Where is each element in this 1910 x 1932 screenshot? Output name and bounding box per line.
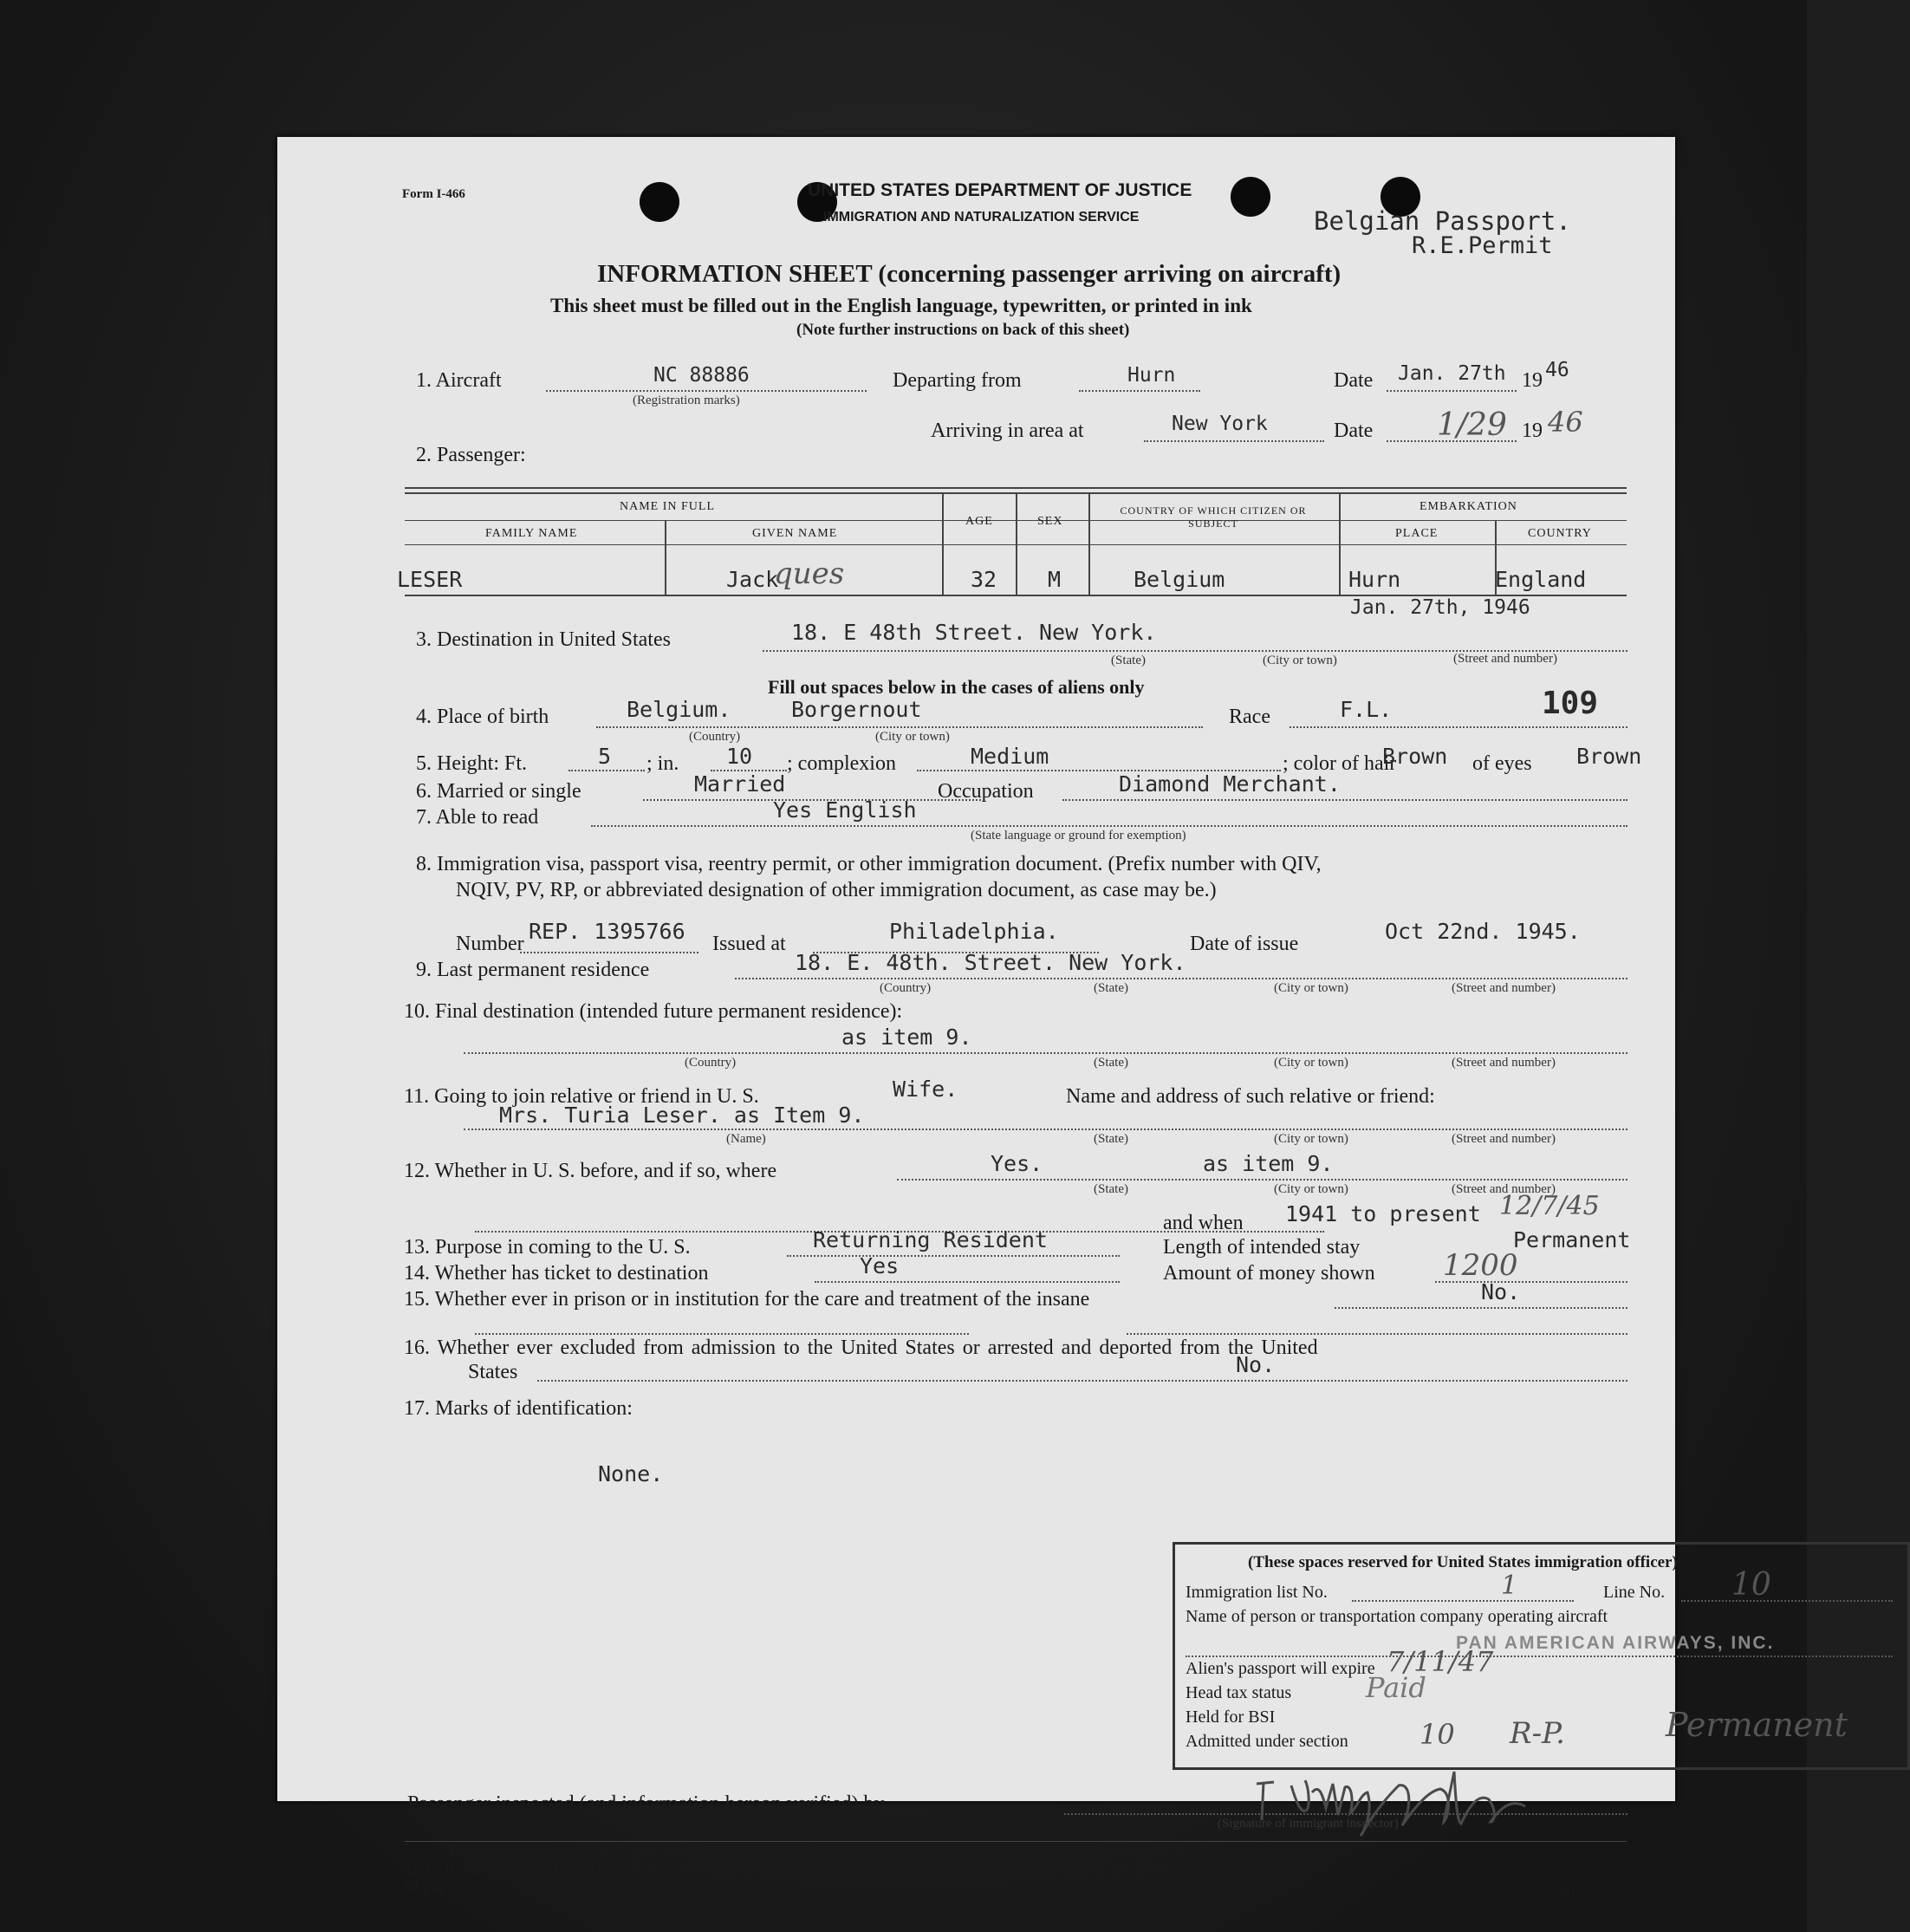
officer-box-title: (These spaces reserved for United States immigration officer)	[1248, 1553, 1678, 1571]
section-value: 10	[1420, 1718, 1455, 1751]
identification-value: None.	[598, 1461, 664, 1486]
col-name-in-full: NAME IN FULL	[620, 500, 715, 513]
race-code: 109	[1542, 686, 1599, 721]
final-destination-value: as item 9.	[841, 1025, 972, 1050]
when-handwritten: 12/7/45	[1499, 1191, 1600, 1221]
item7-label: 7. Able to read	[416, 806, 539, 829]
item1-label: 1. Aircraft	[416, 369, 502, 392]
age-value: 32	[971, 567, 997, 592]
department-heading: UNITED STATES DEPARTMENT OF JUSTICE	[808, 180, 1192, 200]
section-label: Admitted under section	[1186, 1732, 1348, 1751]
item4-label: 4. Place of birth	[416, 706, 549, 728]
item13-label: 13. Purpose in coming to the U. S.	[404, 1236, 691, 1259]
arriving-value: New York	[1172, 413, 1268, 435]
page-title: INFORMATION SHEET (concerning passenger arriving on aircraft)	[597, 260, 1342, 288]
given-name-value: Jack	[726, 567, 779, 592]
hair-value: Brown	[1382, 744, 1448, 769]
item6-label: 6. Married or single	[416, 780, 581, 803]
item10-label: 10. Final destination (intended future permanent residence):	[404, 1000, 903, 1023]
passport-expire-label: Alien's passport will expire	[1186, 1659, 1375, 1678]
year2-value: 46	[1548, 406, 1583, 439]
signature-caption: (Signature of immigrant inspector)	[1218, 1817, 1399, 1831]
departing-label: Departing from	[893, 369, 1022, 392]
footer-line2: D. C. It may be printed by private parties provided it conforms to official form in size, wording, arrangement, and quality and color	[406, 1860, 1271, 1878]
col-country-citizen: COUNTRY OF WHICH CITIZEN OR SUBJECT	[1120, 504, 1307, 530]
passport-expire-value: 7/11/47	[1387, 1645, 1494, 1678]
occupation-value: Diamond Merchant.	[1119, 771, 1341, 797]
item3-label: 3. Destination in United States	[416, 628, 671, 651]
number-label: Number	[456, 933, 524, 955]
arriving-label: Arriving in area at	[931, 420, 1084, 442]
race-value: F.L.	[1340, 697, 1393, 722]
issue-date-label: Date of issue	[1190, 933, 1299, 955]
year2-prefix: 19	[1522, 420, 1543, 442]
date2-value: 1/29	[1437, 407, 1507, 443]
eyes-value: Brown	[1576, 744, 1642, 769]
item2-label: 2. Passenger:	[416, 444, 526, 466]
stay-label: Length of intended stay	[1163, 1236, 1361, 1259]
caption-state: (State)	[1094, 1132, 1128, 1146]
issue-date-value: Oct 22nd. 1945.	[1385, 919, 1581, 944]
form-sheet	[277, 137, 1848, 1897]
footer-line3: of paper.	[406, 1877, 464, 1896]
note-belgian-passport: Belgian Passport.	[1314, 206, 1571, 236]
given-name-handwritten: ques	[774, 556, 845, 591]
col-given-name: GIVEN NAME	[752, 527, 838, 540]
col-place: PLACE	[1395, 527, 1439, 540]
item8-line2: NQIV, PV, RP, or abbreviated designation of other immigration document, as case may be.)	[456, 879, 1217, 901]
caption-country: (Country)	[880, 981, 932, 995]
caption-city: (City or town)	[875, 730, 950, 744]
operator-stamp: PAN AMERICAN AIRWAYS, INC.	[1456, 1633, 1775, 1653]
previous-visit-value: Yes.	[991, 1151, 1043, 1176]
issued-label: Issued at	[712, 933, 786, 955]
aircraft-value: NC 88886	[653, 364, 750, 387]
hair-label: ; color of hair	[1283, 752, 1397, 775]
residence-value: 18. E. 48th. Street. New York.	[795, 950, 1186, 975]
caption-city: (City or town)	[1274, 981, 1348, 995]
caption-street: (Street and number)	[1452, 981, 1556, 995]
form-number: Form I-466	[402, 187, 465, 201]
birth-city-value: Borgernout	[791, 697, 922, 722]
citizen-value: Belgium	[1134, 567, 1225, 592]
read-caption: (State language or ground for exemption)	[971, 829, 1186, 842]
item9-label: 9. Last permanent residence	[416, 959, 650, 981]
occupation-label: Occupation	[938, 780, 1034, 803]
caption-state: (State)	[1111, 654, 1146, 667]
caption-street: (Street and number)	[1453, 652, 1557, 666]
caption-country: (Country)	[685, 1056, 737, 1070]
read-value: Yes English	[773, 797, 917, 823]
issued-at-value: Philadelphia.	[889, 919, 1059, 944]
tax-label: Head tax status	[1186, 1683, 1292, 1702]
complexion-value: Medium	[971, 744, 1049, 769]
stay-value: Permanent	[1513, 1227, 1631, 1252]
col-emb-country: COUNTRY	[1528, 527, 1592, 540]
aliens-note: Fill out spaces below in the cases of aliens only	[768, 676, 1145, 698]
item14-label: 14. Whether has ticket to destination	[404, 1262, 709, 1285]
date-label: Date	[1334, 369, 1374, 392]
embark-place-value: Hurn	[1348, 567, 1401, 592]
bsi-label: Held for BSI	[1186, 1708, 1276, 1727]
caption-street: (Street and number)	[1452, 1132, 1556, 1146]
race-label: Race	[1229, 706, 1270, 728]
relative-value: Mrs. Turia Leser. as Item 9.	[499, 1103, 865, 1128]
height-in-label: ; in.	[646, 752, 679, 775]
sex-value: M	[1048, 567, 1062, 592]
section-permanent: Permanent	[1666, 1706, 1848, 1744]
year-prefix: 19	[1522, 369, 1543, 392]
previous-visit-where: as item 9.	[1203, 1151, 1334, 1176]
inspector-signature	[1239, 1732, 1612, 1853]
instruction-note: (Note further instructions on back of this sheet)	[796, 321, 1130, 339]
height-in-value: 10	[726, 744, 753, 769]
complexion-label: ; complexion	[787, 752, 896, 775]
ticket-value: Yes	[860, 1253, 900, 1278]
caption-city: (City or town)	[1274, 1132, 1348, 1146]
instruction: This sheet must be filled out in the English language, typewritten, or printed in ink	[550, 295, 1252, 316]
birth-country-value: Belgium.	[627, 697, 731, 722]
when-value: 1941 to present	[1285, 1201, 1481, 1226]
eyes-label: of eyes	[1472, 752, 1532, 775]
excluded-value: No.	[1236, 1352, 1276, 1377]
section-rp: R-P.	[1510, 1716, 1565, 1751]
caption-country: (Country)	[689, 730, 741, 744]
prison-value: No.	[1481, 1279, 1521, 1304]
col-family-name: FAMILY NAME	[485, 527, 578, 540]
departing-value: Hurn	[1127, 364, 1176, 387]
embark-country-value: England	[1495, 567, 1587, 592]
item17-label: 17. Marks of identification:	[404, 1397, 633, 1420]
when-label: and when	[1163, 1212, 1244, 1234]
family-name-value: LESER	[397, 567, 463, 592]
signature-label: Passenger inspected (and information hereon verified) by	[407, 1792, 885, 1815]
caption-street: (Street and number)	[1452, 1182, 1556, 1196]
punch-hole	[640, 182, 679, 222]
caption-city: (City or town)	[1263, 654, 1337, 667]
caption-state: (State)	[1094, 1182, 1128, 1196]
caption-state: (State)	[1094, 981, 1128, 995]
item15-label: 15. Whether ever in prison or in institution for the care and treatment of the insane	[404, 1288, 1090, 1311]
operator-label: Name of person or transportation company operating aircraft	[1186, 1607, 1608, 1626]
height-ft-value: 5	[598, 744, 612, 769]
form-print-code: 16—24915-1	[1530, 1884, 1591, 1897]
punch-hole	[1231, 177, 1270, 217]
list-no-value: 1	[1501, 1571, 1518, 1601]
date-value: Jan. 27th	[1398, 362, 1506, 385]
item8-line1: 8. Immigration visa, passport visa, reentry permit, or other immigration document. (Prefix number with QIV,	[416, 853, 1322, 875]
footer-line1: This form may be obtained upon prepayment from the Superintendent of Documents, Government Printing Office, Washington,	[446, 1843, 1289, 1861]
item5-label: 5. Height: Ft.	[416, 752, 528, 775]
item12-label: 12. Whether in U. S. before, and if so, where	[404, 1160, 777, 1182]
line-no-value: 10	[1731, 1567, 1771, 1603]
purpose-value: Returning Resident	[813, 1227, 1048, 1252]
embark-date-value: Jan. 27th, 1946	[1350, 596, 1530, 619]
item16-line2: States	[468, 1361, 518, 1383]
money-label: Amount of money shown	[1163, 1262, 1375, 1285]
date2-label: Date	[1334, 420, 1374, 442]
caption-city: (City or town)	[1274, 1056, 1348, 1070]
note-re-permit: R.E.Permit	[1412, 232, 1553, 259]
aircraft-caption: (Registration marks)	[633, 394, 740, 407]
list-label: Immigration list No.	[1186, 1583, 1328, 1602]
money-value: 1200	[1443, 1248, 1518, 1283]
marital-value: Married	[694, 771, 786, 797]
caption-city: (City or town)	[1274, 1182, 1348, 1196]
caption-state: (State)	[1094, 1056, 1128, 1070]
line-label: Line No.	[1603, 1583, 1666, 1602]
destination-value: 18. E 48th Street. New York.	[791, 620, 1157, 645]
item11-label: 11. Going to join relative or friend in U. S.	[404, 1085, 759, 1108]
item16-line1: 16. Whether ever excluded from admission to the United States or arrested and deported from the United	[404, 1337, 1318, 1359]
relation-value: Wife.	[893, 1077, 958, 1102]
col-embarkation: EMBARKATION	[1420, 500, 1517, 513]
caption-street: (Street and number)	[1452, 1056, 1556, 1070]
service-heading: IMMIGRATION AND NATURALIZATION SERVICE	[823, 210, 1140, 224]
tax-value: Paid	[1366, 1671, 1426, 1704]
col-sex: SEX	[1037, 515, 1063, 528]
col-age: AGE	[965, 515, 993, 528]
caption-name: (Name)	[726, 1132, 766, 1146]
relative-name-label: Name and address of such relative or friend:	[1066, 1085, 1435, 1108]
year-value: 46	[1545, 359, 1569, 381]
document-number-value: REP. 1395766	[529, 919, 685, 944]
